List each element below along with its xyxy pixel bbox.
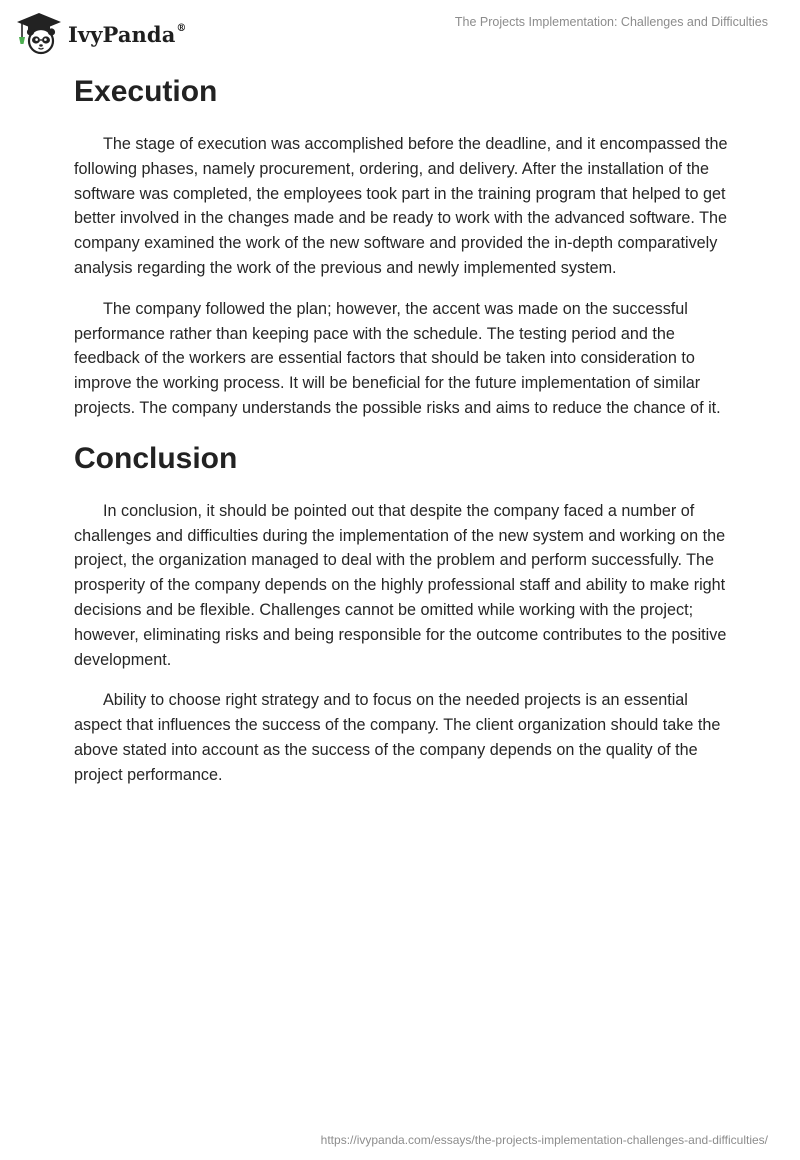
panda-graduate-icon xyxy=(14,11,64,55)
section-execution xyxy=(74,74,734,421)
section-conclusion xyxy=(74,441,734,788)
section-heading: Execution xyxy=(74,75,218,108)
paragraph: Ability to choose right strategy and to focus on the needed projects is an essential aspect that influences the success of the company. The client organization should take the above stated into account as the success of the company depends on the quality of the project performance. xyxy=(74,691,721,784)
document-running-title: The Projects Implementation: Challenges and Difficulties xyxy=(454,15,768,29)
essay-body xyxy=(74,66,734,804)
site-logo[interactable] xyxy=(14,8,187,58)
paragraph: In conclusion, it should be pointed out that despite the company faced a number of challenges and difficulties during the implementation of the new system and working on the project, the organization managed to deal with the problem and perform successfully. The prosperity of the company depends on the highly professional staff and ability to make right decisions and be flexible. Challenges cannot be omitted while working with the project; however, eliminating risks and being responsible for the outcome contributes to the positive development. xyxy=(74,501,727,669)
source-url[interactable]: https://ivypanda.com/essays/the-projects-implementation-challenges-and-difficulties/ xyxy=(320,1133,768,1147)
paragraph: The stage of execution was accomplished before the deadline, and it encompassed the following phases, namely procurement, ordering, and delivery. After the installation of the software was completed, the employees took part in the training program that helped to get better involved in the changes made and be ready to work with the advanced software. The company examined the work of the new software and provided the in-depth comparatively analysis regarding the work of the previous and newly implemented system. xyxy=(74,135,728,277)
logo-wordmark: IvyPanda® xyxy=(68,21,187,47)
section-heading: Conclusion xyxy=(74,441,238,475)
paragraph: The company followed the plan; however, the accent was made on the successful performance rather than keeping pace with the schedule. The testing period and the feedback of the workers are essential factors that should be taken into consideration to improve the working process. It will be beneficial for the future implementation of similar projects. The company understands the possible risks and aims to reduce the chance of it. xyxy=(74,299,721,417)
